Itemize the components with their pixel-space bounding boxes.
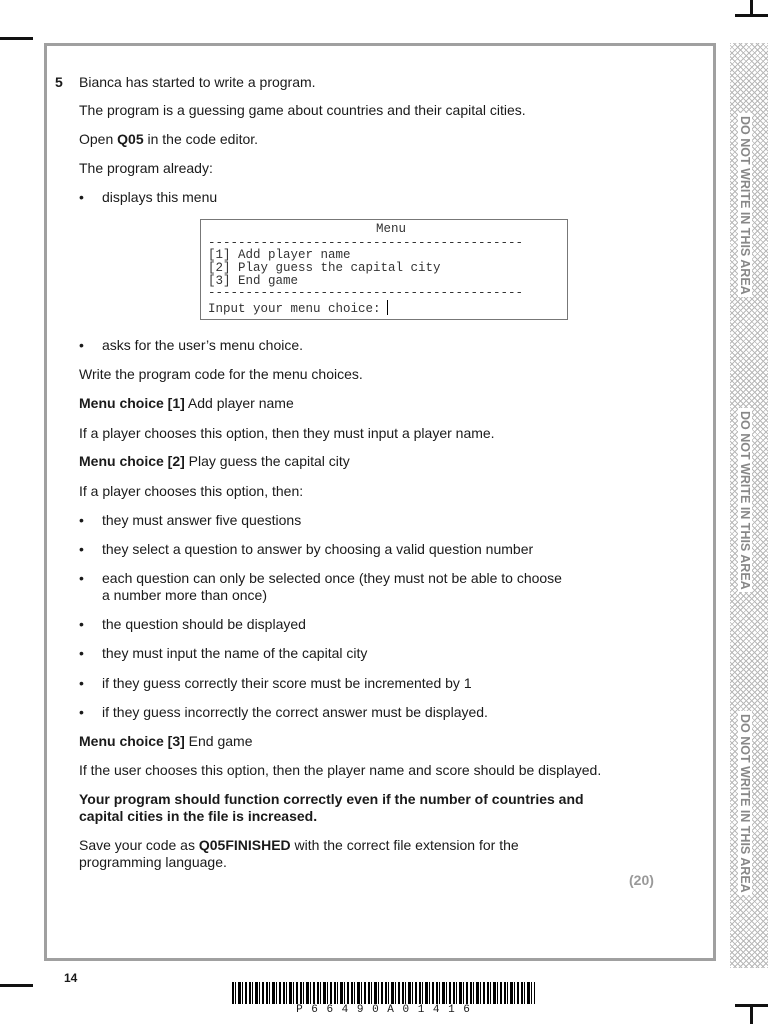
menu-title: Menu [375,222,406,236]
menu-choice-2-text: If a player chooses this option, then: [79,483,304,499]
bullet-marker: • [79,337,84,353]
choice2-bullet: they select a question to answer by choosing a valid question number [102,541,534,557]
choice2-bullet: if they guess correctly their score must be incremented by 1 [102,675,472,691]
bullet-marker: • [79,616,84,632]
margin-warning-text: DO NOT WRITE IN THIS AREA [738,408,752,593]
bullet-asks-choice: asks for the user’s menu choice. [102,337,304,353]
margin-warning-text: DO NOT WRITE IN THIS AREA [738,113,752,298]
bold-note-line-1: Your program should function correctly even if the number of countries and [79,791,584,807]
choice2-bullet: each question can only be selected once (they must not be able to choose [102,570,562,586]
bullet-marker: • [79,512,84,528]
bullet-marker: • [79,704,84,720]
menu-choice-3-heading: Menu choice [3] End game [79,733,253,749]
bullet-marker: • [79,675,84,691]
margin-warning-middle [731,405,759,595]
menu-item-2: [2] Play guess the capital city [208,261,441,275]
barcode-text: P 6 6 4 9 0 A 0 1 4 1 6 [296,1004,471,1016]
bullet-marker: • [79,189,84,205]
choice2-bullet: they must input the name of the capital city [102,645,368,661]
page-number: 14 [64,971,78,985]
question-description: The program is a guessing game about countries and their capital cities. [79,102,526,118]
margin-warning-top [731,110,759,300]
menu-divider-top: ------------------------------------------ [208,236,524,250]
menu-choice-3-text: If the user chooses this option, then the player name and score should be displayed. [79,762,602,778]
bullet-marker: • [79,541,84,557]
total-marks: (20) [629,872,654,888]
crop-mark-bottom-right-v [750,1007,753,1024]
bold-note-line-2: capital cities in the file is increased. [79,808,318,824]
question-intro: Bianca has started to write a program. [79,74,316,90]
write-code-text: Write the program code for the menu choices. [79,366,363,382]
menu-console-box [200,219,568,320]
menu-divider-bottom: ------------------------------------------ [208,286,524,300]
file-name-q05: Q05 [117,131,144,147]
choice2-bullet-continued: a number more than once) [102,587,267,603]
menu-item-3: [3] End game [208,274,299,288]
question-number: 5 [55,74,63,90]
menu-choice-1-text: If a player chooses this option, then they must input a player name. [79,425,495,441]
crop-mark-top-right-h [735,14,768,17]
file-name-q05finished: Q05FINISHED [198,837,291,853]
crop-mark-top-left [0,37,33,40]
already-text: The program already: [79,160,213,176]
choice2-bullet: they must answer five questions [102,512,302,528]
menu-choice-2-heading: Menu choice [2] Play guess the capital city [79,453,350,469]
margin-warning-text: DO NOT WRITE IN THIS AREA [738,711,752,896]
choice2-bullet: the question should be displayed [102,616,306,632]
menu-prompt: Input your menu choice: [208,300,388,316]
margin-warning-bottom [731,708,759,898]
bullet-marker: • [79,645,84,661]
barcode-image [232,982,535,1004]
save-instruction-line-2: programming language. [79,854,227,870]
save-instruction: Save your code as Q05FINISHED with the correct file extension for the [79,837,519,853]
bullet-displays-menu: displays this menu [102,189,218,205]
menu-choice-1-heading: Menu choice [1] Add player name [79,395,294,411]
text-cursor [387,300,388,315]
bullet-marker: • [79,570,84,586]
open-instruction: Open Q05 in the code editor. [79,131,259,147]
choice2-bullet: if they guess incorrectly the correct answer must be displayed. [102,704,488,720]
menu-item-1: [1] Add player name [208,248,351,262]
crop-mark-bottom-left [0,984,33,987]
crop-mark-top-right-v [750,0,753,14]
